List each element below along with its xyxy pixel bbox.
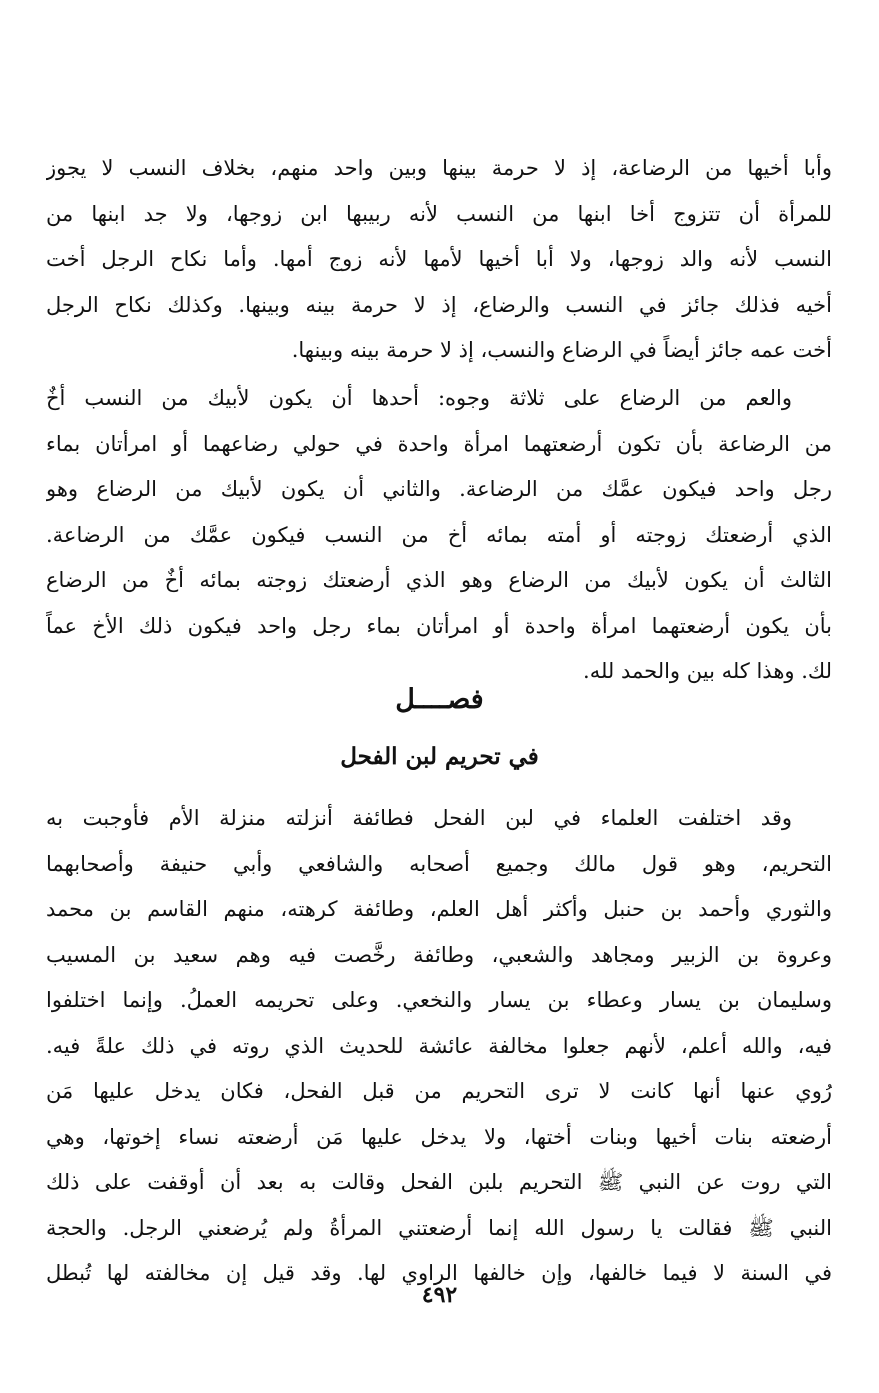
text-line: التحريم، وهو قول مالك وجميع أصحابه والشافعي وأبي حنيفة وأصحابهما [46,851,832,876]
text-line: النسب لأنه والد زوجها، ولا أبا أخيها لأمها لأنه زوج أمها. وأما نكاح الرجل أخت [46,247,832,271]
text-line: رُوي عنها أنها كانت لا ترى التحريم من قبل الفحل، فكان يدخل عليها مَن [46,1079,832,1103]
text-line: وقد اختلفت العلماء في لبن الفحل فطائفة أنزلته منزلة الأم فأوجبت به [46,806,792,830]
text-line: والعم من الرضاع على ثلاثة وجوه: أحدها أن يكون لأبيك من النسب أخٌ [46,386,792,410]
text-line: وسليمان بن يسار وعطاء بن يسار والنخعي. وعلى تحريمه العملُ. وإنما اختلفوا [46,988,832,1012]
section-subheading: في تحريم لبن الفحل [340,743,539,770]
text-line: لك. وهذا كله بين والحمد لله. [583,659,832,683]
text-line: وأبا أخيها من الرضاعة، إذ لا حرمة بينها وبين واحد منهم، بخلاف النسب لا يجوز [46,156,832,180]
section-heading: فصــــل [395,684,484,715]
text-line: في السنة لا فيما خالفها، وإن خالفها الراوي لها. وقد قيل إن مخالفته لها تُبطل [46,1261,832,1285]
paragraph-3 [46,796,832,1297]
text-line: وعروة بن الزبير ومجاهد والشعبي، وطائفة رخَّصت فيه وهم سعيد بن المسيب [46,942,832,967]
text-line: والثوري وأحمد بن حنبل وأكثر أهل العلم، وطائفة كرهته، منهم القاسم بن محمد [46,897,832,921]
text-line: الذي أرضعتك زوجته أو أمته بمائه أخ من النسب فيكون عمَّك من الرضاعة. [46,522,832,547]
text-line: التي روت عن النبي ﷺ التحريم بلبن الفحل وقالت به بعد أن أوقفت على ذلك [46,1170,832,1194]
text-line: فيه، والله أعلم، لأنهم جعلوا مخالفة عائشة للحديث الذي روته في ذلك علةً فيه. [46,1033,832,1058]
text-line: من الرضاعة بأن تكون أرضعتهما امرأة واحدة في حولي رضاعهما أو امرأتان بماء [46,431,832,456]
text-line: أرضعته بنات أخيها وبنات أختها، ولا يدخل عليها مَن أرضعته نساء إخوتها، وهي [46,1124,832,1149]
text-line: رجل واحد فيكون عمَّك من الرضاعة. والثاني أن يكون لأبيك من الرضاع وهو [46,477,832,501]
text-line: للمرأة أن تتزوج أخا ابنها من النسب لأنه ربيبها ابن زوجها، ولا جد ابنها من [46,201,832,226]
text-line: أخيه فذلك جائز في النسب والرضاع، إذ لا حرمة بينه وبينها. وكذلك نكاح الرجل [46,292,832,317]
text-line: النبي ﷺ فقالت يا رسول الله إنما أرضعتني المرأةُ ولم يُرضعني الرجل. والحجة [46,1215,832,1240]
paragraph-1 [46,146,832,374]
text-line: أخت عمه جائز أيضاً في الرضاع والنسب، إذ لا حرمة بينه وبينها. [291,338,832,362]
paragraph-2 [46,376,832,695]
text-line: بأن يكون أرضعتهما امرأة واحدة أو امرأتان بماء رجل واحد فيكون ذلك الأخ عماً [46,613,832,638]
page-number: ٤٩٢ [421,1282,458,1308]
text-line: الثالث أن يكون لأبيك من الرضاع وهو الذي أرضعتك زوجته بمائه أخٌ من الرضاع [46,568,832,592]
